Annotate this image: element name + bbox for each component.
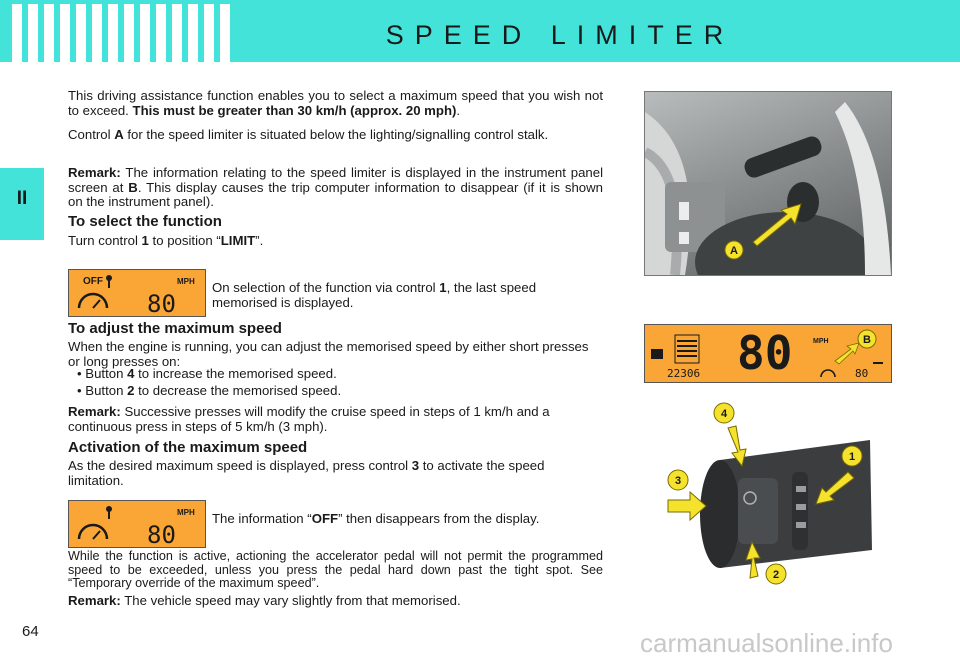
adjust-remark: Remark: Successive presses will modify the cruise speed in steps of 1 km/h and a continuous press in steps of 5 km/h (3 mph). (68, 404, 550, 434)
page-title: SPEED LIMITER (385, 20, 735, 50)
selection-description: On selection of the function via control 1, the last speed memorised is displayed. (212, 280, 537, 310)
callout-2: 2 (772, 569, 780, 581)
small-speed: 80 (855, 367, 869, 380)
off-disappears-text: The information “OFF” then disappears from the display. (212, 511, 540, 526)
fuel-icon (651, 349, 663, 359)
header-bar (0, 0, 960, 62)
watermark: carmanualsonline.info (640, 628, 893, 658)
lcd-speed: 80 (147, 290, 176, 316)
select-heading: To select the function (68, 213, 222, 230)
activation-remark: Remark: The vehicle speed may vary slightly from that memorised. (68, 593, 461, 608)
stalk-ring (738, 478, 778, 544)
control-stalk-diagram (660, 420, 920, 600)
intro-paragraph: This driving assistance function enables you to select a maximum speed that you wish not to exceed. This must be greater than 30 km/h (approx. 20 mph). (68, 88, 603, 118)
select-instruction: Turn control 1 to position “LIMIT”. (68, 233, 264, 248)
limiter-speedometer-icon (821, 370, 835, 377)
arrow-to-b (835, 343, 859, 364)
callout-b: B (863, 334, 871, 346)
lcd-speed: 80 (147, 521, 176, 547)
callout-3: 3 (674, 475, 682, 487)
lcd-graphic-active (69, 501, 205, 547)
callout-4: 4 (720, 408, 728, 420)
callout-1: 1 (848, 451, 856, 463)
fuel-gauge-bars (675, 335, 699, 363)
header-stripes (12, 4, 230, 62)
big-speed: 80 (737, 326, 793, 380)
lcd-unit: MPH (177, 508, 195, 517)
chapter-label: II (16, 188, 28, 209)
callout-a: A (730, 245, 738, 257)
selector-wheel (792, 472, 808, 550)
control-a-paragraph: Control A for the speed limiter is situated below the lighting/signalling control stalk. (68, 127, 549, 142)
odometer: 22306 (667, 367, 701, 380)
big-unit: MPH (813, 338, 829, 345)
page-number: 64 (22, 623, 39, 640)
lcd-unit: MPH (177, 277, 195, 286)
speedometer-icon (79, 294, 107, 308)
adjust-paragraph: When the engine is running, you can adjust the memorised speed by either short presses or long presses on: (68, 339, 589, 369)
lcd-display-off-state (68, 269, 206, 317)
activation-heading: Activation of the maximum speed (68, 439, 308, 456)
callout-4-marker (712, 401, 736, 425)
stalk-end-button (700, 460, 740, 568)
activation-paragraph: As the desired maximum speed is displayed, press control 3 to activate the speed limitation. (68, 458, 545, 488)
active-function-paragraph: While the function is active, actioning the accelerator pedal will not permit the programmed speed to be exceeded, unless you press the pedal hard down past the tight spot. See “Temporary override of the maximum speed”. (68, 549, 603, 590)
steering-column-photo (644, 91, 892, 276)
speedometer-icon (79, 525, 107, 539)
adjust-heading: To adjust the maximum speed (68, 320, 282, 337)
lcd-off-label: OFF (83, 276, 103, 287)
bullet-button-4: • Button 4 to increase the memorised speed. (77, 366, 337, 381)
instrument-panel-display (644, 324, 892, 383)
bullet-button-2: • Button 2 to decrease the memorised speed. (77, 383, 342, 398)
remark-display-paragraph: Remark: The information relating to the speed limiter is displayed in the instrument panel screen at B. This display causes the trip computer information to disappear (if it is shown on the instrument panel). (68, 165, 603, 209)
lcd-display-active-state (68, 500, 206, 548)
lcd-graphic (69, 270, 205, 316)
lighting-stalk (742, 134, 824, 180)
